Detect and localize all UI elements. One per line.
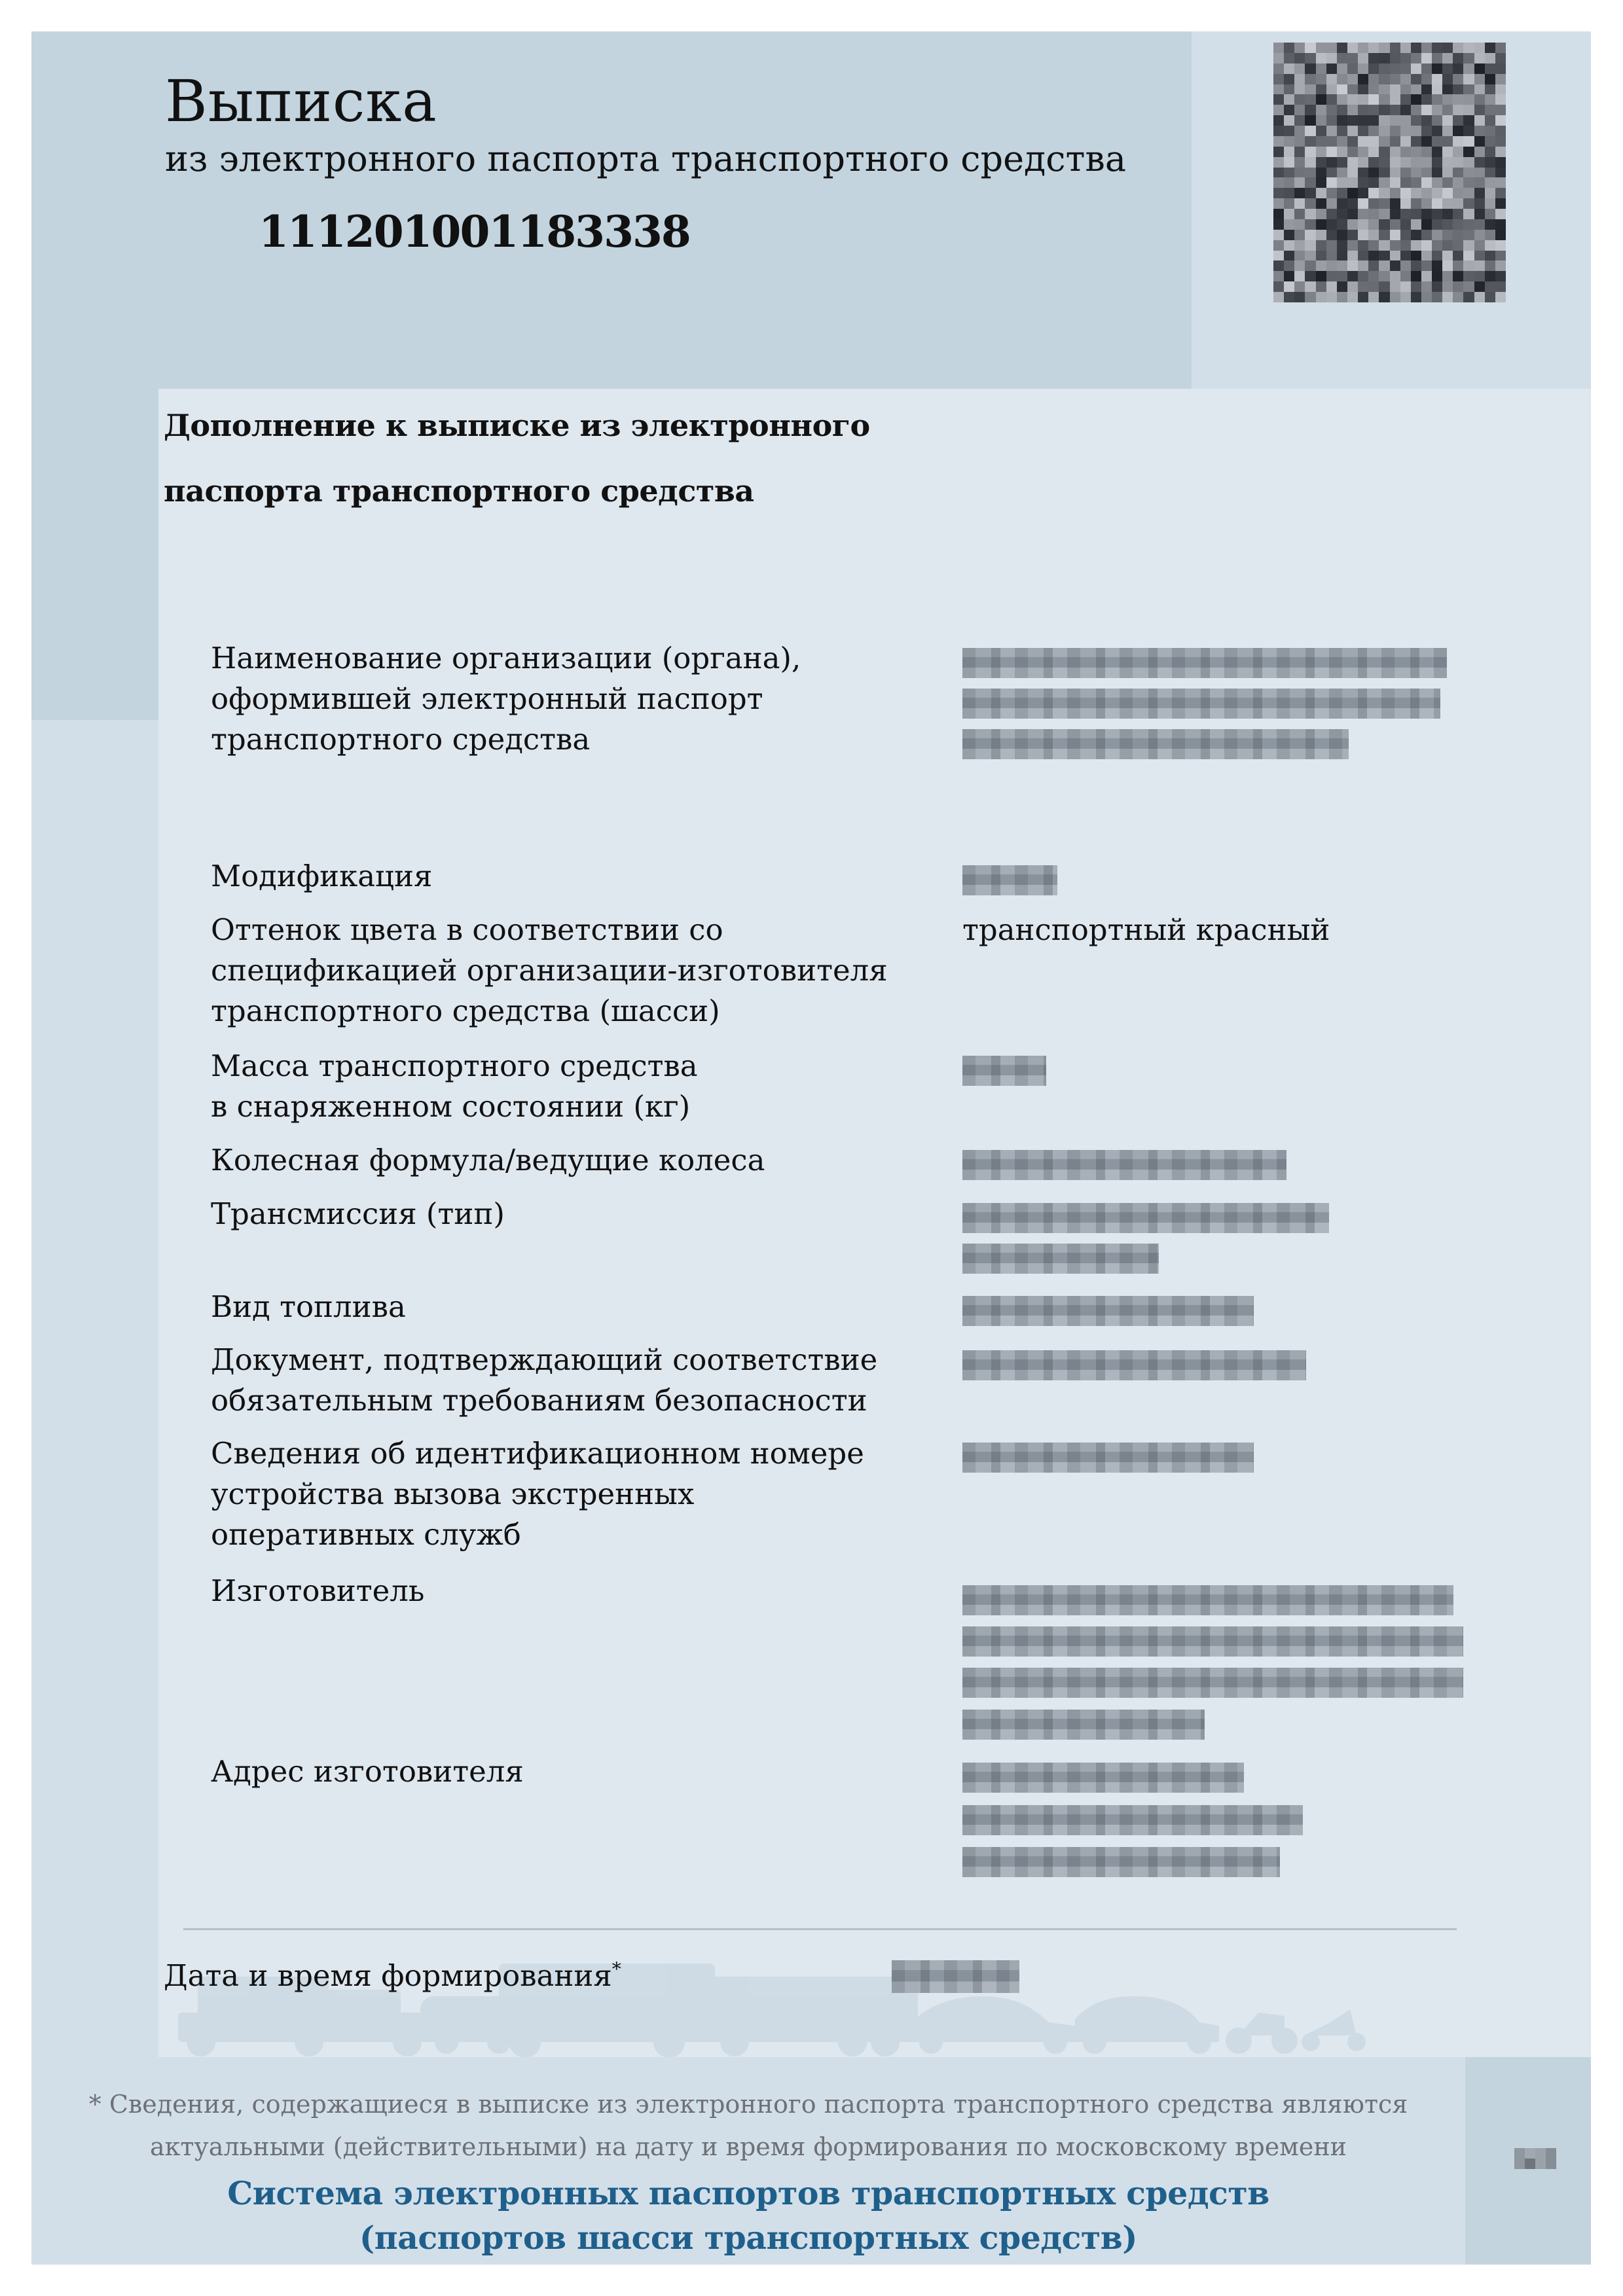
value-wheel-formula-redacted (962, 1150, 1286, 1180)
value-manufacturer-redacted (962, 1710, 1205, 1740)
label-line: в снаряженном состоянии (кг) (211, 1089, 691, 1124)
value-organization-redacted (962, 729, 1349, 759)
value-emergency-device-redacted (962, 1443, 1254, 1473)
label-fuel-type (211, 1287, 931, 1327)
label-line: Колесная формула/ведущие колеса (211, 1143, 765, 1177)
system-name-line-2: (паспортов шасси транспортных средств) (359, 2219, 1137, 2257)
value-manufacturer-redacted (962, 1668, 1463, 1698)
left-accent-strip (31, 389, 158, 720)
section-heading-line1: Дополнение к выписке из электронного (164, 408, 870, 443)
label-line: транспортного средства (211, 722, 591, 757)
value-address-redacted (962, 1763, 1244, 1793)
passport-number: 111201001183338 (259, 206, 690, 257)
label-line: оформившей электронный паспорт (211, 681, 763, 716)
value-modification-redacted (962, 865, 1057, 895)
value-organization-redacted (962, 648, 1447, 678)
value-transmission-redacted (962, 1203, 1329, 1233)
label-line: Документ, подтверждающий соответствие (211, 1342, 878, 1377)
label-line: устройства вызова экстренных (211, 1477, 695, 1511)
label-line: обязательным требованиям безопасности (211, 1383, 867, 1418)
section-heading (164, 393, 1015, 524)
label-line: Адрес изготовителя (211, 1754, 524, 1789)
value-transmission-redacted (962, 1244, 1159, 1274)
label-wheel-formula (211, 1140, 931, 1181)
label-line: спецификацией организации-изготовителя (211, 953, 888, 988)
label-line: Вид топлива (211, 1289, 406, 1324)
page-number-redacted (1514, 2148, 1556, 2169)
label-line: Модификация (211, 859, 433, 893)
value-mass-redacted (962, 1056, 1046, 1086)
divider (183, 1928, 1457, 1930)
generation-date-value-redacted (892, 1960, 1019, 1993)
label-manufacturer-address (211, 1751, 931, 1792)
label-line: Наименование организации (органа), (211, 641, 801, 675)
value-address-redacted (962, 1847, 1280, 1877)
qr-code-icon (1273, 43, 1506, 302)
label-organization (211, 638, 931, 760)
document-subtitle: из электронного паспорта транспортного средства (165, 138, 1127, 179)
label-modification (211, 856, 931, 897)
system-name-line-1: Система электронных паспортов транспортных средств (227, 2174, 1269, 2212)
label-line: Сведения об идентификационном номере (211, 1436, 864, 1471)
section-heading-line2: паспорта транспортного средства (164, 473, 754, 509)
label-mass (211, 1046, 931, 1127)
generation-date-label (164, 1949, 621, 1996)
value-conformity-document-redacted (962, 1350, 1306, 1380)
label-line: Масса транспортного средства (211, 1049, 698, 1083)
asterisk: * (611, 1958, 621, 1980)
label-emergency-device (211, 1433, 931, 1555)
label-color-shade (211, 910, 931, 1031)
value-address-redacted (962, 1805, 1303, 1835)
label-line: Изготовитель (211, 1573, 425, 1608)
value-color-shade: транспортный красный (962, 912, 1330, 947)
value-manufacturer-redacted (962, 1585, 1453, 1615)
label-conformity-document (211, 1340, 931, 1421)
label-transmission (211, 1194, 931, 1234)
label-line: Трансмиссия (тип) (211, 1196, 505, 1231)
value-fuel-type-redacted (962, 1296, 1254, 1326)
label-line: Оттенок цвета в соответствии со (211, 912, 723, 947)
generation-date-label-text: Дата и время формирования (164, 1958, 612, 1993)
footnote-line-1: * Сведения, содержащиеся в выписке из электронного паспорта транспортного средства являются (88, 2090, 1408, 2119)
label-manufacturer (211, 1571, 931, 1611)
footnote-line-2: актуальными (действительными) на дату и время формирования по московскому времени (150, 2132, 1347, 2161)
label-line: транспортного средства (шасси) (211, 994, 720, 1028)
value-organization-redacted (962, 689, 1440, 719)
value-manufacturer-redacted (962, 1626, 1463, 1657)
document-title: Выписка (165, 67, 437, 135)
label-line: оперативных служб (211, 1517, 521, 1552)
